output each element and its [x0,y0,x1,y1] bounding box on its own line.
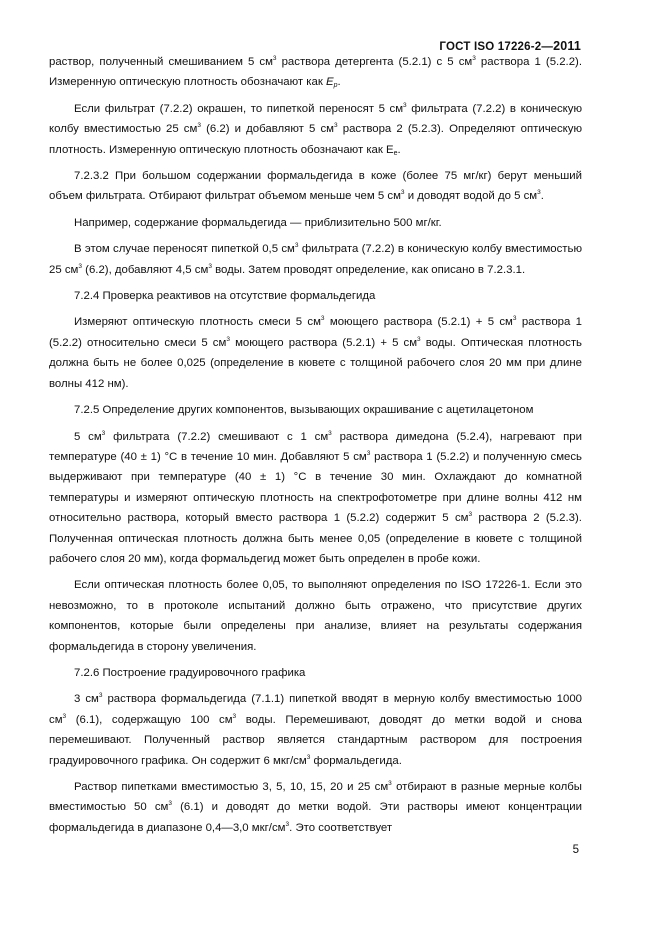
section-7-2-3-2: 7.2.3.2 При большом содержании формальдегида в коже (более 75 мг/кг) берут меньший объем фильтрата. Отбирают фильтрат объемом меньше чем 5 $см^3$ и доводят водой до 5 $см^3$. [49,170,582,203]
section-heading-7-2-5: 7.2.5 Определение других компонентов, вызывающих окрашивание с ацетилацетоном [74,404,534,417]
page-number: 5 [572,844,579,856]
paragraph-example: Например, содержание формальдегида — приблизительно 500 мг/кг. [74,216,442,229]
standard-year: 2011 [553,39,581,53]
document-header [439,39,581,53]
section-heading-7-2-6: 7.2.6 Построение градуировочного графика [74,666,306,679]
paragraph-calibration-solutions: Раствор пипетками вместимостью 3, 5, 10, 15, 20 и 25 $см^3$ отбирают в разные мерные колбы вместимостью 50 $см^3$ (6.1) и доводят до метки водой. Эти растворы имеют концентрации формальдегида в диапазоне 0,4—3,0 мкг/$см^3$. Это соответствует [49,780,582,834]
paragraph-ep-definition: раствор, полученный смешиванием 5 $см^3$ раствора детергента (5.2.1) с 5 $см^3$ раствора 1 (5.2.2). Измеренную оптическую плотность обозначают как $E_p$. [49,55,582,90]
section-heading-7-2-4: 7.2.4 Проверка реактивов на отсутствие формальдегида [74,290,376,303]
paragraph-standard-solution: 3 $см^3$ раствора формальдегида (7.1.1) пипеткой вводят в мерную колбу вместимостью 1000 $см^3$ (6.1), содержащую 100 $см^3$ воды. Перемешивают, доводят до метки водой и снова перемешивают. Полученный раствор является стандартным раствором для построения градуировочного графика. Он содержит 6 мкг/$см^3$ формальдегида. [49,692,582,767]
document-body [49,52,582,844]
standard-designation: ГОСТ ISO 17226-2— [439,41,554,53]
paragraph-iso-reference: Если оптическая плотность более 0,05, то выполняют определения по ISO 17226-1. Если это невозможно, то в протоколе испытаний должно быть отражено, что присутствие других компонентов, которые были определены при анализе, влияет на результаты содержания формальдегида в сторону увеличения. [49,579,582,653]
paragraph-colored-filtrate: Если фильтрат (7.2.2) окрашен, то пипеткой переносят 5 $см^3$ фильтрата (7.2.2) в коническую колбу вместимостью 25 $см^3$ (6.2) и добавляют 5 $см^3$ раствора 2 (5.2.3). Определяют оптическую плотность. Измеренную оптическую плотность обозначают как $E_e$. [49,101,583,157]
paragraph-reagent-check: Измеряют оптическую плотность смеси 5 $см^3$ моющего раствора (5.2.1) + 5 $см^3$ раствора 1 (5.2.2) относительно смеси 5 $см^3$ моющего раствора (5.2.1) + 5 $см^3$ воды. Оптическая плотность должна быть не более 0,025 (определение в кювете с толщиной рабочего слоя 20 мм при длине волны 412 нм). [49,315,582,390]
paragraph-dimedone: 5 $см^3$ фильтрата (7.2.2) смешивают с 1 $см^3$ раствора димедона (5.2.4), нагревают при температуре (40 ± 1) °С в течение 10 мин. Добавляют 5 $см^3$ раствора 1 (5.2.2) и полученную смесь выдерживают при температуре (40 ± 1) °С в течение 30 мин. Охлаждают до комнатной температуры и измеряют оптическую плотность на спектрофотометре при длине волны 412 нм относительно раствора, который вместо раствора 1 (5.2.2) содержит 5 $см^3$ раствора 2 (5.2.3). Полученная оптическая плотность должна быть менее 0,05 (определение в кювете с толщиной рабочего слоя 20 мм), когда формальдегид может быть определен в пробе кожи. [49,429,582,565]
paragraph-dilution: В этом случае переносят пипеткой 0,5 $см^3$ фильтрата (7.2.2) в коническую колбу вместимостью 25 $см^3$ (6.2), добавляют 4,5 $см^3$ воды. Затем проводят определение, как описано в 7.2.3.1. [49,242,582,276]
